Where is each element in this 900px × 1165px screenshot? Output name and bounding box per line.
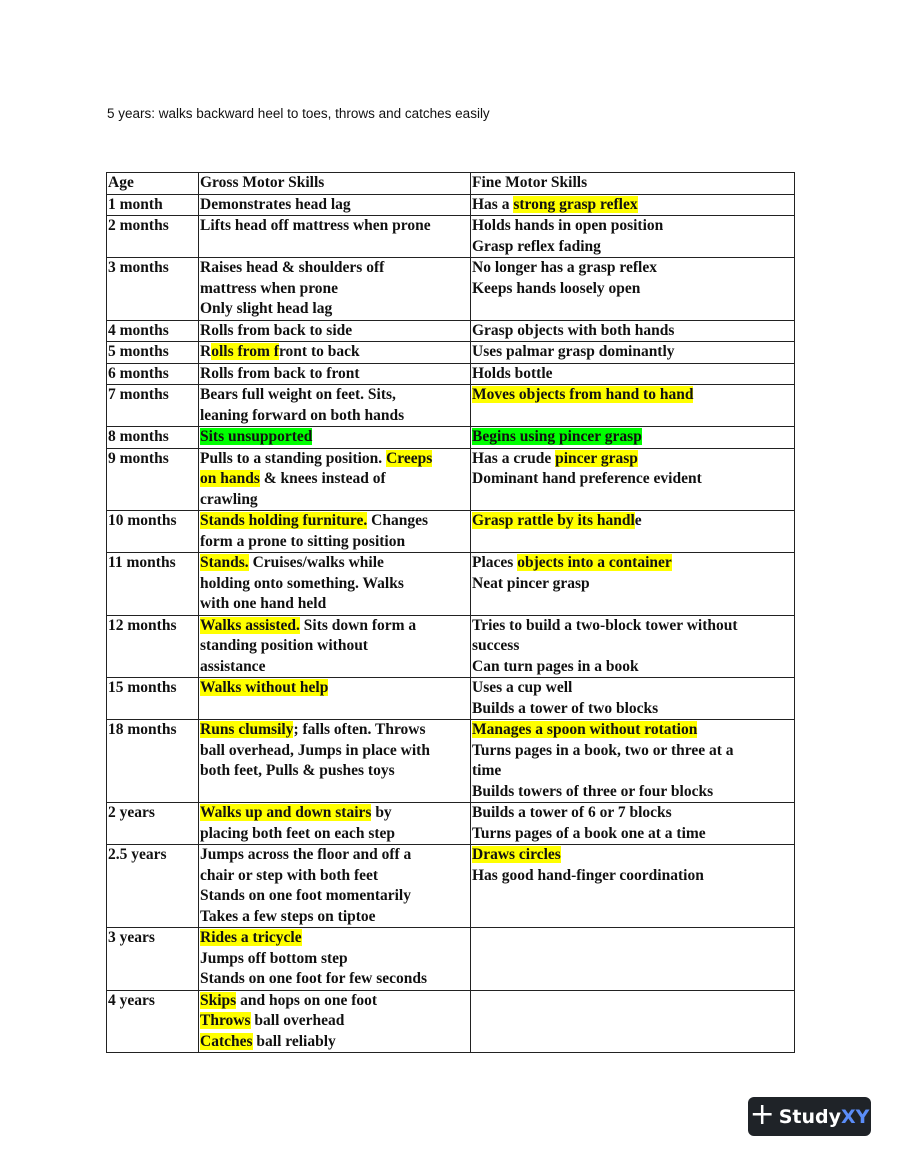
fine-motor-cell xyxy=(471,615,795,678)
gross-motor-cell xyxy=(199,320,471,342)
table-row xyxy=(107,216,795,258)
gross-motor-cell xyxy=(199,720,471,803)
highlighted-text: Walks assisted. xyxy=(200,616,300,634)
gross-motor-cell xyxy=(199,194,471,216)
age-cell: 2 months xyxy=(107,216,199,258)
highlighted-text: Walks without help xyxy=(200,679,329,696)
cell-text: R xyxy=(200,343,212,360)
gross-motor-cell xyxy=(199,216,471,258)
age-cell: 2.5 years xyxy=(107,845,199,928)
cell-text: e xyxy=(634,512,642,529)
table-row xyxy=(107,342,795,364)
fine-motor-cell xyxy=(471,385,795,427)
fine-motor-cell xyxy=(471,258,795,321)
age-cell: 3 years xyxy=(107,928,199,991)
age-cell: 5 months xyxy=(107,342,199,364)
gross-motor-cell xyxy=(199,615,471,678)
fine-motor-cell xyxy=(471,678,795,720)
fine-motor-cell xyxy=(471,427,795,449)
cell-text: ball reliably xyxy=(252,1032,336,1050)
cell-text: Pulls to a standing position. xyxy=(200,449,387,467)
age-cell: 4 years xyxy=(107,990,199,1053)
cell-text: & knees instead of crawling xyxy=(200,470,386,508)
cell-text: Changes form a prone to sitting position xyxy=(200,512,428,550)
highlighted-text: objects into a container xyxy=(517,554,672,571)
table-row xyxy=(107,720,795,803)
highlighted-text: strong grasp reflex xyxy=(513,195,638,213)
fine-motor-cell xyxy=(471,194,795,216)
gross-motor-cell xyxy=(199,448,471,511)
logo-text-accent: XY xyxy=(841,1105,870,1128)
gross-motor-cell xyxy=(199,803,471,845)
highlighted-text: Stands. xyxy=(200,554,249,571)
gross-motor-cell xyxy=(199,511,471,553)
cell-text: Cruises/walks while holding onto something. Walks with one hand held xyxy=(200,554,404,612)
table-row xyxy=(107,845,795,928)
age-cell: 2 years xyxy=(107,803,199,845)
header-gross-motor: Gross Motor Skills xyxy=(199,173,471,195)
logo-text-main: Study xyxy=(778,1105,841,1128)
age-cell: 7 months xyxy=(107,385,199,427)
cell-text: ball overhead xyxy=(254,1012,345,1029)
table-row xyxy=(107,615,795,678)
table-row xyxy=(107,511,795,553)
gross-motor-cell xyxy=(199,928,471,991)
highlighted-text: Catches xyxy=(200,1032,253,1050)
table-header-row xyxy=(107,173,795,195)
cell-text: Sits down form a standing position without assistance xyxy=(200,616,417,675)
fine-motor-cell xyxy=(471,216,795,258)
highlighted-text: Draws circles xyxy=(472,846,561,863)
highlighted-text: Runs clumsily xyxy=(200,721,294,738)
cell-text: Uses a cup well Builds a tower of two blocks xyxy=(472,679,659,717)
fine-motor-cell xyxy=(471,511,795,553)
cell-text: Uses palmar grasp dominantly xyxy=(472,343,675,360)
header-fine-motor: Fine Motor Skills xyxy=(471,173,795,195)
plus-icon: + xyxy=(749,1097,775,1132)
table-row xyxy=(107,928,795,991)
highlighted-text: Stands holding furniture. xyxy=(200,512,368,529)
highlighted-text: olls from f xyxy=(211,343,279,360)
cell-text: No longer has a grasp reflex Keeps hands loosely open xyxy=(472,259,657,297)
cell-text: Jumps across the floor and off a chair or step with both feet Stands on one foot momentarily Takes a few steps on tiptoe xyxy=(200,846,412,925)
table-row xyxy=(107,803,795,845)
table-row xyxy=(107,427,795,449)
cell-text: Bears full weight on feet. Sits, leaning forward on both hands xyxy=(200,386,405,424)
fine-motor-cell xyxy=(471,845,795,928)
cell-text: Demonstrates head lag xyxy=(200,195,351,213)
age-cell: 12 months xyxy=(107,615,199,678)
highlighted-text: Grasp rattle by its handl xyxy=(472,512,635,529)
cell-text: Builds a tower of 6 or 7 blocks Turns pages of a book one at a time xyxy=(472,804,706,842)
highlighted-text: Walks up and down stairs xyxy=(200,804,372,821)
cell-text: Jumps off bottom step Stands on one foot for few seconds xyxy=(200,949,428,987)
age-cell: 9 months xyxy=(107,448,199,511)
table-row xyxy=(107,363,795,385)
fine-motor-cell xyxy=(471,320,795,342)
gross-motor-cell xyxy=(199,845,471,928)
age-cell: 8 months xyxy=(107,427,199,449)
highlighted-text: Rides a tricycle xyxy=(200,929,302,946)
fine-motor-cell xyxy=(471,363,795,385)
fine-motor-cell xyxy=(471,448,795,511)
fine-motor-cell xyxy=(471,720,795,803)
cell-text: ront to back xyxy=(278,343,360,360)
age-cell: 6 months xyxy=(107,363,199,385)
motor-skills-table xyxy=(106,172,795,1053)
cell-text: Grasp objects with both hands xyxy=(472,321,675,339)
highlighted-text: pincer grasp xyxy=(555,449,638,467)
gross-motor-cell xyxy=(199,678,471,720)
cell-text: Tries to build a two-block tower without success Can turn pages in a book xyxy=(472,616,738,675)
cell-text: Rolls from back to side xyxy=(200,321,353,339)
age-cell: 4 months xyxy=(107,320,199,342)
cell-text: by placing both feet on each step xyxy=(200,804,396,842)
gross-motor-cell xyxy=(199,427,471,449)
cell-text: Has a crude xyxy=(472,449,556,467)
cell-text: Dominant hand preference evident xyxy=(472,470,702,487)
cell-text: Neat pincer grasp xyxy=(472,574,590,592)
cell-text: Turns pages in a book, two or three at a time Builds towers of three or four blocks xyxy=(472,741,734,800)
cell-text: Lifts head off mattress when prone xyxy=(200,217,431,234)
fine-motor-cell xyxy=(471,553,795,616)
table-row xyxy=(107,678,795,720)
table-row xyxy=(107,258,795,321)
fine-motor-cell xyxy=(471,342,795,364)
cell-text: Rolls from back to front xyxy=(200,364,360,382)
table-body xyxy=(107,194,795,1053)
gross-motor-cell xyxy=(199,553,471,616)
age-cell: 18 months xyxy=(107,720,199,803)
gross-motor-cell xyxy=(199,385,471,427)
highlighted-text: Moves objects from hand to hand xyxy=(472,386,694,403)
highlighted-text: Creeps on hands xyxy=(200,449,433,487)
fine-motor-cell xyxy=(471,803,795,845)
fine-motor-cell xyxy=(471,928,795,991)
studyxy-logo xyxy=(748,1097,871,1136)
cell-text: Raises head & shoulders off mattress when prone Only slight head lag xyxy=(200,259,385,317)
highlighted-text: Skips xyxy=(200,991,237,1009)
gross-motor-cell xyxy=(199,363,471,385)
age-cell: 11 months xyxy=(107,553,199,616)
cell-text: Holds bottle xyxy=(472,364,553,382)
table-row xyxy=(107,385,795,427)
age-cell: 10 months xyxy=(107,511,199,553)
table-row xyxy=(107,320,795,342)
table-row xyxy=(107,553,795,616)
cell-text: ; falls often. Throws ball overhead, Jumps in place with both feet, Pulls & pushes toys xyxy=(200,721,430,779)
highlighted-text: Manages a spoon without rotation xyxy=(472,721,698,738)
green-highlighted-text: Begins using pincer grasp xyxy=(472,428,642,445)
age-cell: 1 month xyxy=(107,194,199,216)
cell-text: Places xyxy=(472,554,518,571)
cell-text: and hops on one foot xyxy=(240,991,378,1009)
fine-motor-cell xyxy=(471,990,795,1053)
table-row xyxy=(107,194,795,216)
gross-motor-cell xyxy=(199,342,471,364)
age-cell: 15 months xyxy=(107,678,199,720)
table-row xyxy=(107,990,795,1053)
cell-text: Has good hand-finger coordination xyxy=(472,866,704,884)
age-cell: 3 months xyxy=(107,258,199,321)
table-row xyxy=(107,448,795,511)
highlighted-text: Throws xyxy=(200,1012,251,1029)
intro-line: 5 years: walks backward heel to toes, throws and catches easily xyxy=(107,106,490,121)
cell-text: Holds hands in open position Grasp reflex fading xyxy=(472,217,664,255)
cell-text: Has a xyxy=(472,195,514,213)
header-age: Age xyxy=(107,173,199,195)
green-highlighted-text: Sits unsupported xyxy=(200,428,313,445)
gross-motor-cell xyxy=(199,990,471,1053)
gross-motor-cell xyxy=(199,258,471,321)
